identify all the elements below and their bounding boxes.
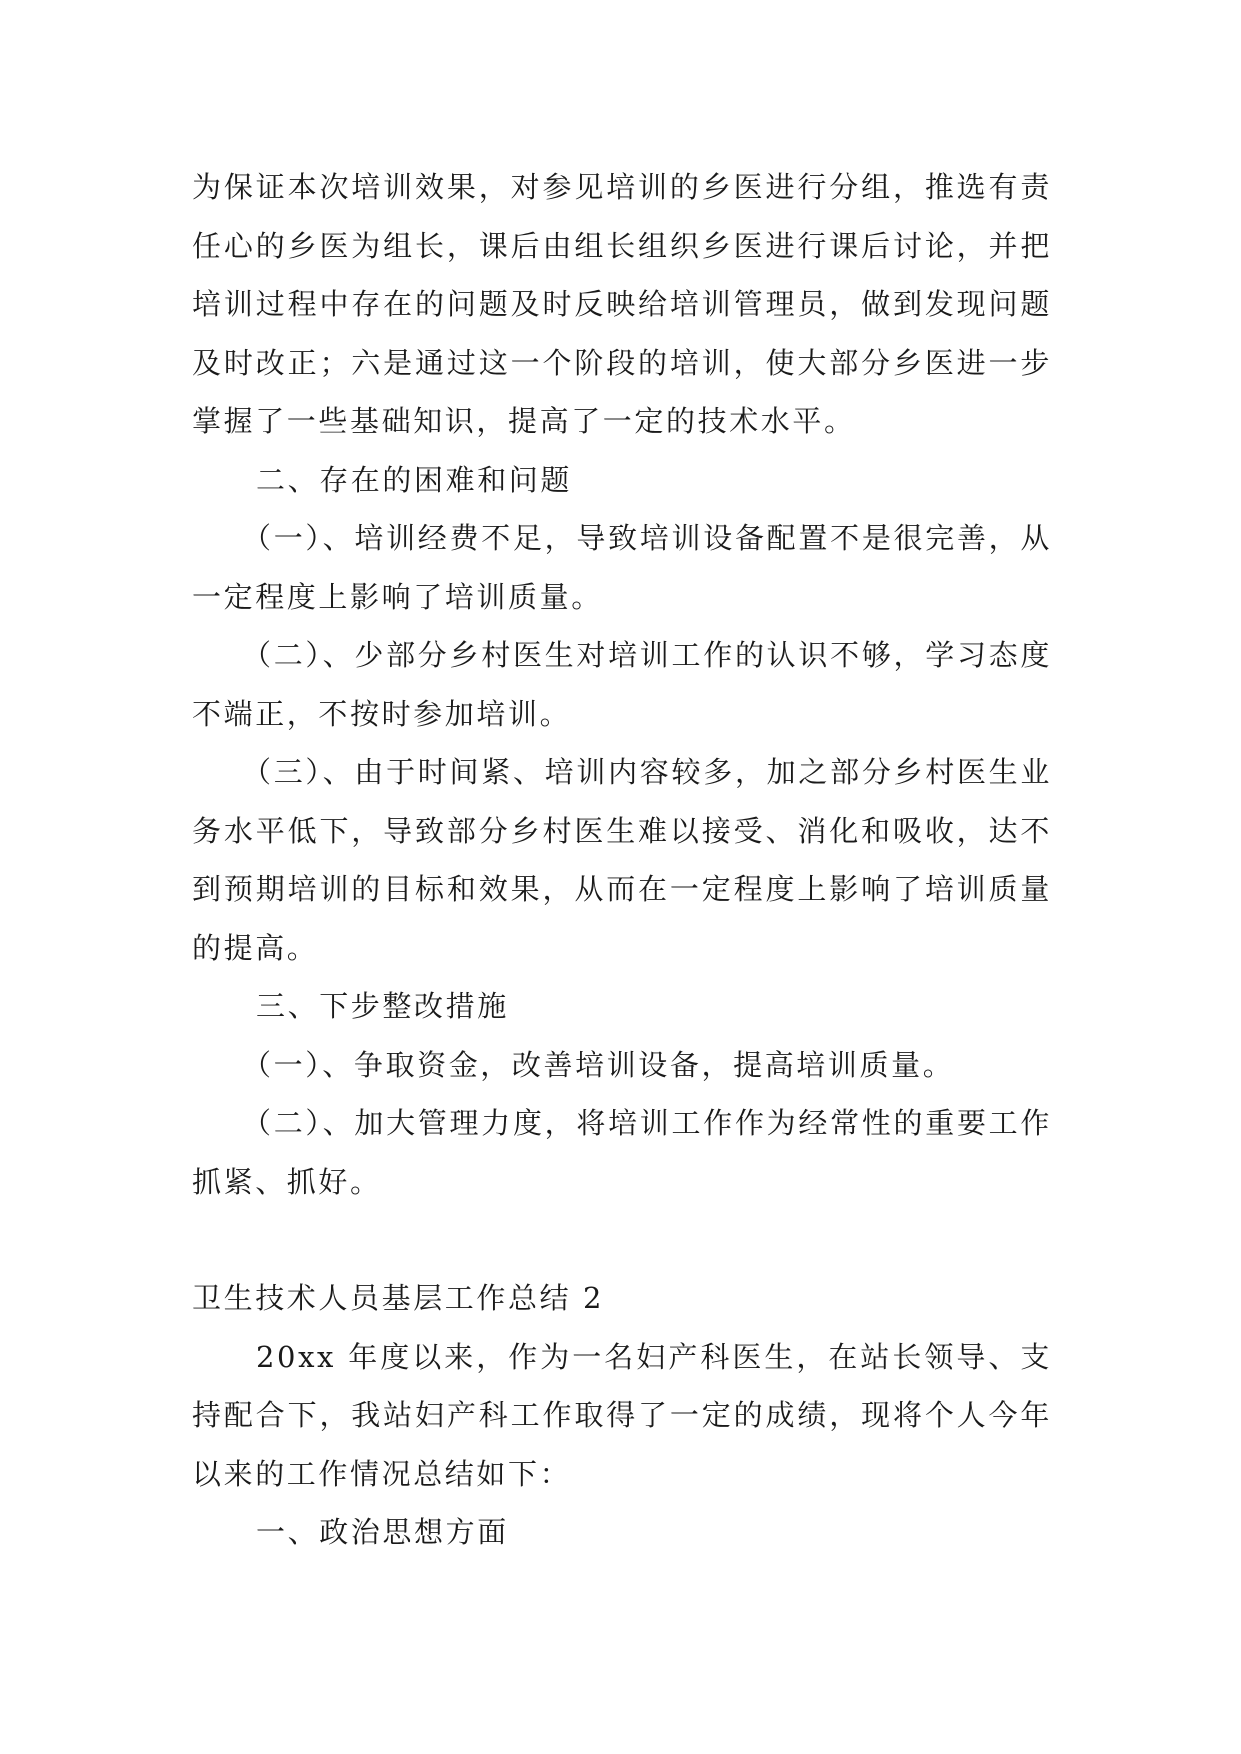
paragraph-measure-2: （二）、加大管理力度，将培训工作作为经常性的重要工作抓紧、抓好。: [192, 1106, 1052, 1199]
section2-title: 卫生技术人员基层工作总结 2: [192, 1281, 605, 1315]
paragraph-section2-intro: 20xx 年度以来，作为一名妇产科医生，在站长领导、支持配合下，我站妇产科工作取得了一定的成绩，现将个人今年以来的工作情况总结如下：: [192, 1339, 1052, 1491]
paragraph-difficulty-3: （三）、由于时间紧、培训内容较多，加之部分乡村医生业务水平低下，导致部分乡村医生难以接受、消化和吸收，达不到预期培训的目标和效果，从而在一定程度上影响了培训质量的提高。: [192, 755, 1052, 965]
paragraph-training-effect: 为保证本次培训效果，对参见培训的乡医进行分组，推选有责任心的乡医为组长，课后由组长组织乡医进行课后讨论，并把培训过程中存在的问题及时反映给培训管理员，做到发现问题及时改正；六是通过这一个阶段的培训，使大部分乡医进一步掌握了一些基础知识，提高了一定的技术水平。: [192, 170, 1052, 438]
paragraph-difficulty-2: （二）、少部分乡村医生对培训工作的认识不够，学习态度不端正，不按时参加培训。: [192, 638, 1052, 731]
document-body: [192, 158, 1052, 1562]
heading-measures: 三、下步整改措施: [256, 989, 509, 1023]
heading-political-thought: 一、政治思想方面: [256, 1515, 509, 1549]
section-gap: [192, 1211, 1052, 1269]
paragraph-measure-1: （一）、争取资金，改善培训设备，提高培训质量。: [242, 1047, 955, 1082]
paragraph-difficulty-1: （一）、培训经费不足，导致培训设备配置不是很完善，从一定程度上影响了培训质量。: [192, 521, 1052, 614]
heading-difficulties: 二、存在的困难和问题: [256, 462, 573, 497]
